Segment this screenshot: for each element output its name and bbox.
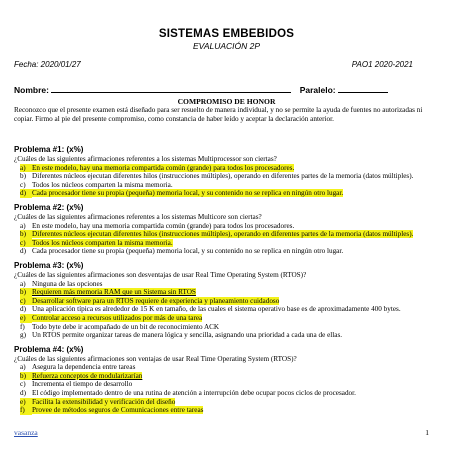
author-link[interactable]: vasanza [14, 428, 38, 437]
option-text: Cada procesador tiene su propia (pequeña) memoria local, y su contenido no se replica en ningún otro lugar. [32, 247, 344, 256]
option-item[interactable] [20, 181, 439, 190]
option-item[interactable] [20, 172, 439, 181]
option-letter: e) [20, 314, 32, 323]
option-text: Provee de métodos seguros de Comunicaciones entre tareas [32, 406, 204, 415]
option-text: Un RTOS permite organizar tareas de manera lógica y sencilla, asignando una prioridad a cada una de ellas. [32, 331, 343, 340]
page-footer [14, 428, 429, 437]
page-number: 1 [425, 428, 429, 437]
problem-question: ¿Cuáles de las siguientes afirmaciones son ventajas de usar Real Time Operating System (RTOS)? [14, 354, 297, 363]
option-text: Una aplicación típica es alrededor de 15 K en tamaño, de las cuales el sistema operativo base es de aproximadamente 400 bytes. [32, 305, 401, 314]
option-letter: c) [20, 297, 32, 306]
exam-term: PAO1 2020-2021 [351, 60, 413, 69]
option-item[interactable] [20, 389, 439, 398]
option-item[interactable] [20, 247, 439, 256]
option-item[interactable] [20, 288, 439, 297]
option-text: Todos los núcleos comparten la misma memoria. [32, 238, 173, 247]
option-item[interactable] [20, 189, 439, 198]
option-letter: b) [20, 372, 32, 381]
option-text: Requieren más memoria RAM que un Sistema sin RTOS [32, 288, 196, 297]
name-field[interactable] [51, 84, 291, 93]
option-item[interactable] [20, 280, 439, 289]
problems-section [14, 140, 439, 415]
problem-question: ¿Cuáles de las siguientes afirmaciones son desventajas de usar Real Time Operating System (RTOS)? [14, 270, 307, 279]
name-label: Nombre: [14, 85, 49, 95]
option-item[interactable] [20, 398, 439, 407]
problem-question: ¿Cuáles de las siguientes afirmaciones referentes a los sistemas Multicore son ciertas? [14, 212, 262, 221]
option-text: Controlar acceso a recursos utilizados por más de una tarea [32, 313, 203, 322]
option-item[interactable] [20, 164, 439, 173]
option-letter: c) [20, 380, 26, 389]
option-item[interactable] [20, 363, 439, 372]
section-field[interactable] [338, 84, 388, 93]
document-subtitle: EVALUACIÓN 2P [192, 41, 261, 51]
option-text: Todo byte debe ir acompañado de un bit de reconocimiento ACK [32, 322, 220, 331]
problem-question: ¿Cuáles de las siguientes afirmaciones referentes a los sistemas Multiprocessor son ciertas? [14, 155, 277, 163]
option-item[interactable] [20, 305, 439, 314]
option-letter: d) [20, 389, 26, 398]
option-text: Desarrollar software para un RTOS requiere de experiencia y planeamiento cuidadoso [32, 296, 280, 305]
honor-text: Reconozco que el presente examen está diseñado para ser resuelto de manera individual, y no se permite la ayuda de fuentes no autorizadas ni copiar. Firmo al pie del presente compromiso, como constancia de haber leído y aceptar la declaración anterior. [14, 106, 423, 123]
option-item[interactable] [20, 406, 439, 415]
problem-heading: Problema #3: (x%) [14, 260, 84, 270]
option-text: Todos los núcleos comparten la misma memoria. [32, 180, 173, 189]
option-letter: g) [20, 331, 26, 340]
problem-heading: Problema #4: (x%) [14, 344, 84, 354]
exam-date: Fecha: 2020/01/27 [14, 60, 81, 69]
option-item[interactable] [20, 239, 439, 248]
option-text: En este modelo, hay una memoria compartida común (grande) para todos los procesadores. [32, 163, 295, 172]
section-label: Paralelo: [299, 85, 336, 95]
option-letter: b) [20, 172, 26, 181]
option-letter: a) [20, 221, 26, 230]
option-item[interactable] [20, 222, 439, 231]
student-name-line [14, 84, 413, 95]
option-item[interactable] [20, 314, 439, 323]
option-letter: c) [20, 239, 32, 248]
option-item[interactable] [20, 323, 439, 332]
option-item[interactable] [20, 297, 439, 306]
option-letter: d) [20, 247, 26, 256]
option-text: Refuerza conceptos de modularizarían [32, 371, 143, 380]
option-item[interactable] [20, 380, 439, 389]
option-letter: b) [20, 230, 32, 239]
option-letter: f) [20, 322, 25, 331]
problem-heading: Problema #1: (x%) [14, 145, 84, 154]
option-letter: d) [20, 305, 26, 314]
option-letter: a) [20, 279, 26, 288]
option-text: Facilita la extensibilidad y verificación del diseño [32, 397, 176, 406]
option-letter: d) [20, 189, 32, 198]
option-text: Diferentes núcleos ejecutan diferentes hilos (instrucciones múltiples), operando en diferentes partes de la memoria (datos múltiples). [32, 172, 414, 181]
option-item[interactable] [20, 372, 439, 381]
honor-heading: COMPROMISO DE HONOR [177, 97, 276, 106]
option-letter: a) [20, 363, 26, 372]
option-letter: f) [20, 406, 32, 415]
option-item[interactable] [20, 230, 439, 239]
document-title: SISTEMAS EMBEBIDOS [158, 28, 295, 40]
option-text: Ninguna de las opciones [32, 279, 103, 288]
option-text: Cada procesador tiene su propia (pequeña) memoria local, y su contenido no se replica en ningún otro lugar. [32, 189, 344, 198]
option-letter: b) [20, 288, 32, 297]
option-letter: e) [20, 398, 32, 407]
option-text: En este modelo, hay una memoria compartida común (grande) para todos los procesadores. [32, 221, 295, 230]
option-letter: a) [20, 164, 32, 173]
option-text: Diferentes núcleos ejecutan diferentes hilos (instrucciones múltiples), operando en diferentes partes de la memoria (datos múltiples). [32, 230, 414, 239]
exam-meta [14, 60, 413, 69]
option-text: Incrementa el tiempo de desarrollo [32, 380, 133, 389]
option-text: El código implementado dentro de una rutina de atención a interrupción debe ocupar pocos ciclos de procesador. [32, 389, 356, 398]
option-item[interactable] [20, 331, 439, 340]
option-letter: c) [20, 180, 26, 189]
option-text: Asegura la dependencia entre tareas [32, 363, 136, 372]
problem-heading: Problema #2: (x%) [14, 202, 84, 212]
